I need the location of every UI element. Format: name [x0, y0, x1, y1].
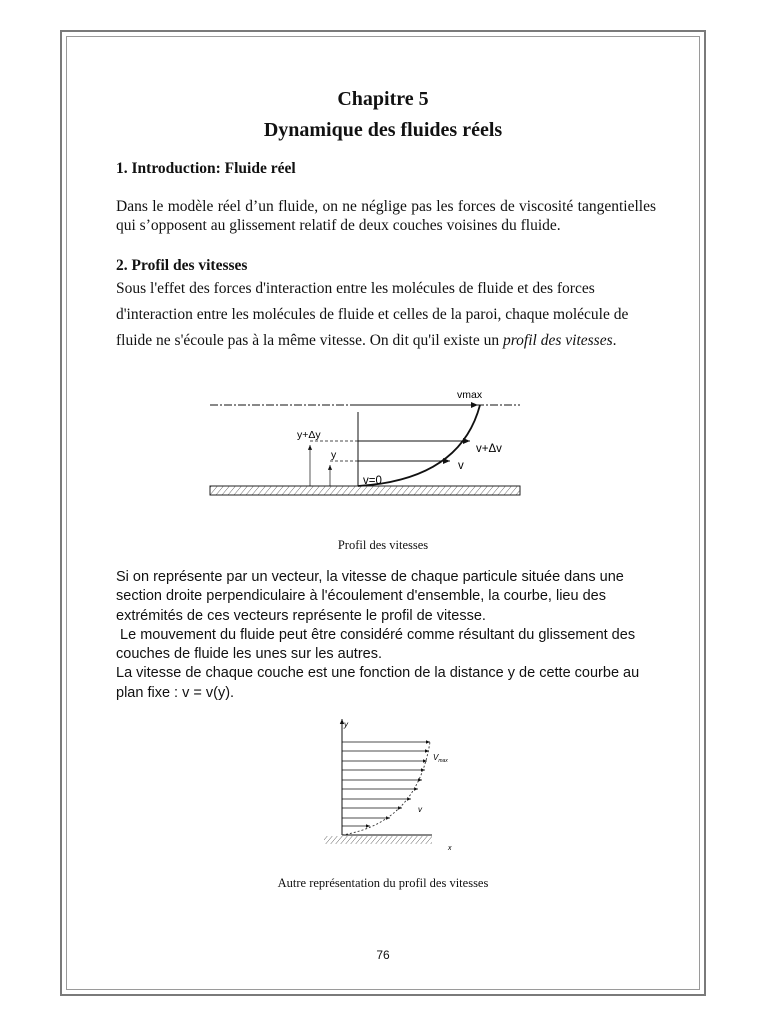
chapter-number: Chapitre 5 — [337, 88, 429, 110]
section2-text-plain: Sous l'effet des forces d'interaction entre les molécules de fluide et des forces d'interaction entre les molécules de fluide et celles de la paroi, chaque molécule de fluide ne s'écoule pas à la même vitesse. On dit qu'il existe un — [116, 280, 629, 349]
label-v-plus-dv: v+Δv — [476, 443, 502, 455]
wall-hatch-2 — [324, 836, 432, 844]
profile-curve — [358, 405, 480, 486]
label-y-plus-dy: y+Δy — [297, 429, 321, 441]
paragraph-2: Le mouvement du fluide peut être considéré comme résultant du glissement des couches de fluide les unes sur les autres. — [116, 626, 640, 663]
body-paragraphs — [116, 568, 661, 703]
chapter-title: Dynamique des fluides réels — [263, 119, 503, 141]
section2-text-italic: profil des vitesses — [502, 332, 613, 349]
page-number: 76 — [376, 948, 390, 962]
label-x-axis: x — [448, 845, 452, 852]
label-v: v — [458, 460, 464, 472]
paragraph-3: La vitesse de chaque couche est une fonction de la distance y de cette courbe au plan fixe : v = v(y). — [116, 665, 640, 701]
section2-text — [116, 276, 656, 354]
wall-hatch — [210, 486, 520, 495]
velocity-profile-figure — [200, 385, 530, 515]
section2-text-end: . — [612, 332, 617, 349]
figure2-caption: Autre représentation du profil des vitesses — [277, 876, 489, 890]
section1-heading: 1. Introduction: Fluide réel — [116, 160, 296, 177]
label-y: y — [331, 449, 337, 461]
paragraph-1: Si on représente par un vecteur, la vitesse de chaque particule située dans une section droite perpendiculaire à l'écoulement d'ensemble, la courbe, lieu des extrémités de ces vecteurs représente le profil de vitesse. — [116, 569, 624, 624]
section1-text: Dans le modèle réel d’un fluide, on ne néglige pas les forces de viscosité tangentielles qui s’opposent au glissement relatif de deux couches voisines du fluide. — [116, 198, 656, 234]
profile-curve-2 — [342, 742, 430, 835]
figure1-caption: Profil des vitesses — [337, 538, 429, 552]
label-v-2: v — [418, 805, 422, 814]
velocity-vectors — [342, 742, 430, 826]
velocity-profile-vectors-figure — [312, 705, 462, 855]
label-vmax: vmax — [457, 389, 483, 401]
label-v-zero: v=0 — [363, 475, 382, 487]
section2-heading: 2. Profil des vitesses — [116, 257, 248, 274]
label-vmax: $V_{max}$ — [433, 753, 448, 764]
label-y-axis: y — [344, 720, 348, 729]
